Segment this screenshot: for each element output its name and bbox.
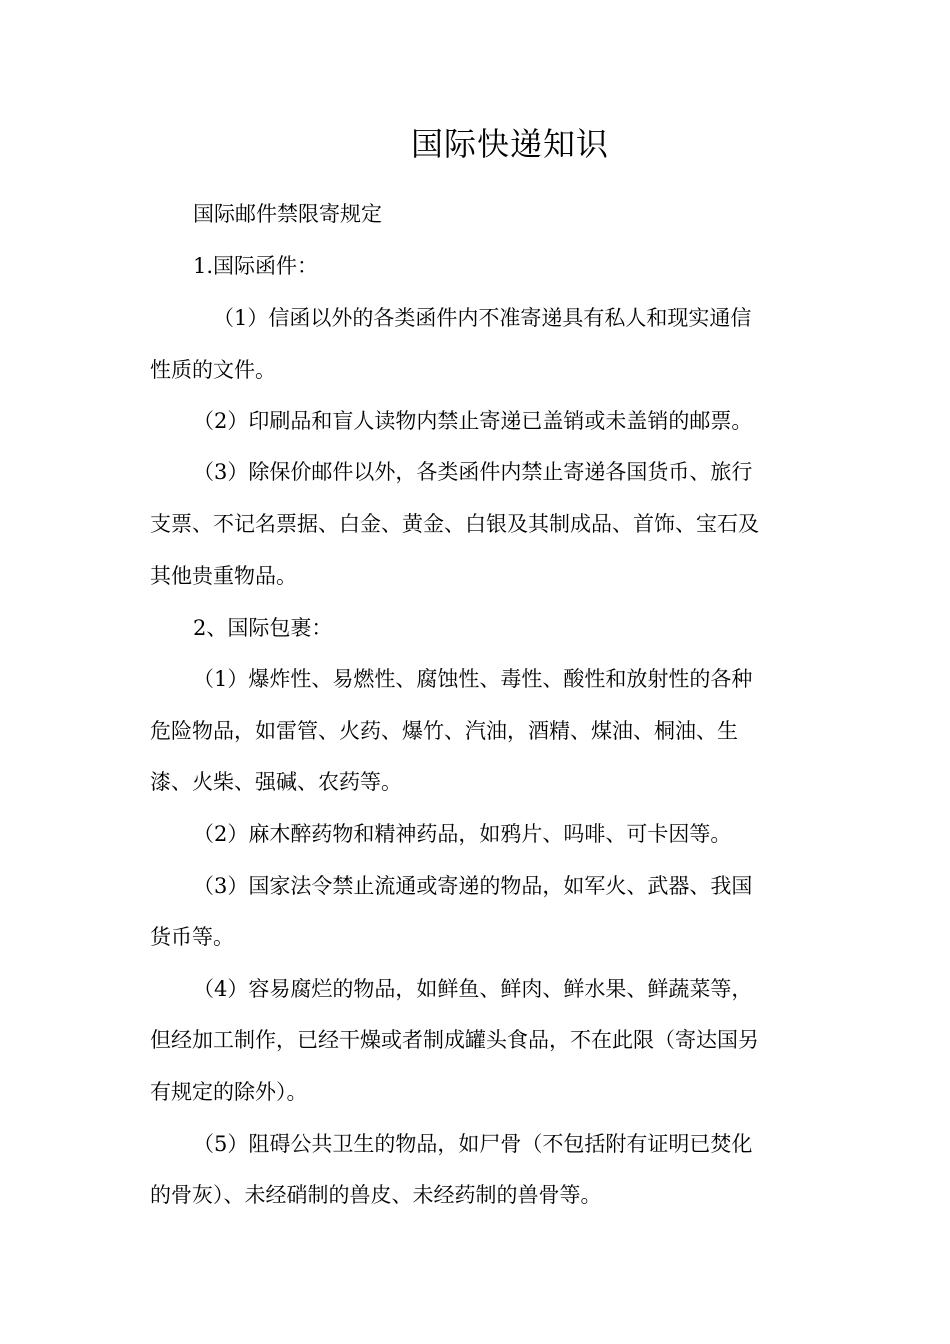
paragraph-line: 支票、不记名票据、白金、黄金、白银及其制成品、首饰、宝石及 — [150, 512, 759, 536]
paragraph-line: 有规定的除外）。 — [150, 1080, 308, 1104]
paragraph-line: 货币等。 — [150, 925, 234, 949]
document-title: 国际快递知识 — [410, 125, 609, 163]
paragraph-line: （2）印刷品和盲人读物内禁止寄递已盖销或未盖销的邮票。 — [193, 409, 753, 433]
paragraph-line: 但经加工制作，已经干燥或者制成罐头食品，不在此限（寄达国另 — [150, 1028, 759, 1052]
paragraph-line: （4）容易腐烂的物品，如鲜鱼、鲜肉、鲜水果、鲜蔬菜等， — [193, 977, 753, 1001]
paragraph-line: 性质的文件。 — [150, 358, 276, 382]
paragraph-line: （3）除保价邮件以外，各类函件内禁止寄递各国货币、旅行 — [193, 460, 753, 484]
subsection-heading: 1.国际函件： — [193, 254, 319, 278]
paragraph-line: （2）麻木醉药物和精神药品，如鸦片、吗啡、可卡因等。 — [193, 822, 732, 846]
paragraph-line: （5）阻碍公共卫生的物品，如尸骨（不包括附有证明已焚化 — [193, 1132, 753, 1156]
paragraph-line: （1）信函以外的各类函件内不准寄递具有私人和现实通信 — [213, 306, 752, 330]
subsection-heading: 2、国际包裹： — [193, 616, 333, 640]
paragraph-line: （1）爆炸性、易燃性、腐蚀性、毒性、酸性和放射性的各种 — [193, 667, 753, 691]
paragraph-line: （3）国家法令禁止流通或寄递的物品，如军火、武器、我国 — [193, 874, 753, 898]
section-heading: 国际邮件禁限寄规定 — [193, 202, 382, 226]
paragraph-line: 的骨灰）、未经硝制的兽皮、未经药制的兽骨等。 — [150, 1183, 602, 1207]
paragraph-line: 其他贵重物品。 — [150, 564, 297, 588]
paragraph-line: 漆、火柴、强碱、农药等。 — [150, 770, 402, 794]
paragraph-line: 危险物品，如雷管、火药、爆竹、汽油，酒精、煤油、桐油、生 — [150, 719, 738, 743]
